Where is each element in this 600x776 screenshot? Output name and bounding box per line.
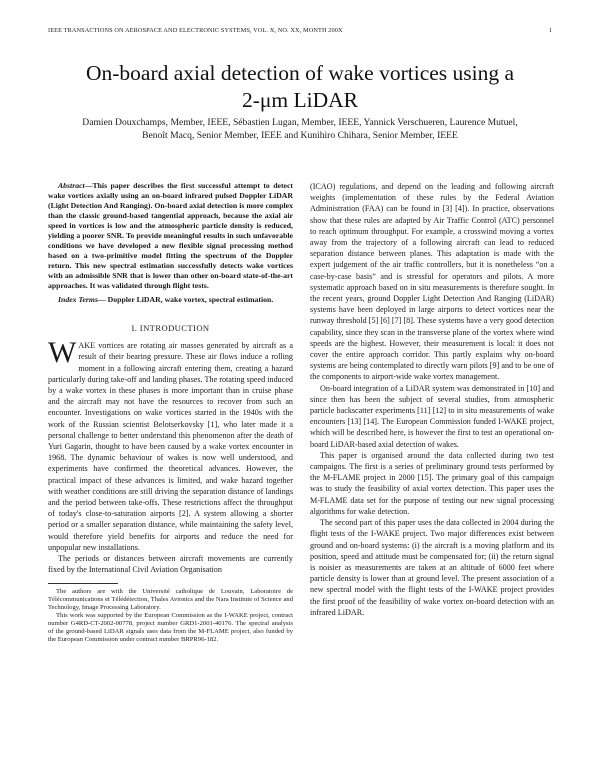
right-paragraph-2: On-board integration of a LiDAR system was demonstrated in [10] and since then has been the subject of several studies, from atmospheric particle backscatter experiments [11] [12] to in situ measurements of wake encounters [13] [14]. The European Commission funded I-WAKE project, which will be described here, is however the first to test an operational on-board LiDAR-based axial detection of wakes. xyxy=(310,383,554,449)
author-list xyxy=(40,117,560,142)
authors-line-1: Damien Douxchamps, Member, IEEE, Sébastien Lugan, Member, IEEE, Yannick Verschueren, Laurence Mutuel, xyxy=(82,117,518,128)
intro-paragraph-1 xyxy=(48,336,293,553)
intro-paragraph-2: The periods or distances between aircraft movements are currently fixed by the International Civil Aviation Organisation xyxy=(48,554,293,575)
right-paragraph-1: (ICAO) regulations, and depend on the leading and following aircraft weights (implementation of these rules by the Federal Aviation Administration (FAA) can be found in [3] [4]). In practice, observations show that these rules are adapted by Air Traffic Control (ATC) personnel to reach optimum throughput. For example, a crosswind moving a vortex away from the trajectory of a following aircraft can lead to reduced separation distance between planes. This adaptation is made with the expert judgement of the air traffic controllers, but it is nonetheless “on a case-by-case basis” and is stressful for operators and pilots. A more systematic approach based on in situ measurements is therefore sought. In the recent years, ground Doppler Light Detection And Ranging (LiDAR) systems have been deployed in large airports to detect vortices near the runway threshold [5] [6] [7] [8]. These systems have a very good detection capability, since they scan in the transverse plane of the vortex where wind speeds are the highest. However, their measurement is local: it does not cover the entire approach corridor. This partly explains why on-board systems are being contemplated to directly warn pilots [9] and to be one of the components to airport-wide wake vortex management. xyxy=(310,182,554,382)
index-terms-text: — Doppler LiDAR, wake vortex, spectral estimation. xyxy=(97,295,274,304)
section-heading-introduction: I. INTRODUCTION xyxy=(131,323,210,333)
footnote-affiliation: The authors are with the Université catholique de Louvain, Laboratoire de Télécommunications et Télédétection, Thales Avionics and the Nara Institute of Science and Technology, Image Processing Laboratory. xyxy=(48,588,293,612)
drop-cap: W xyxy=(48,336,77,370)
left-column xyxy=(48,181,293,644)
abstract-lead: Abstract xyxy=(58,181,85,190)
title-line-1: On-board axial detection of wake vortices using a xyxy=(85,61,515,85)
right-paragraph-3: This paper is organised around the data collected during two test campaigns. The first is a series of preliminary ground tests performed by the M-FLAME project in 2000 [15]. The primary goal of this campaign was to study the feasibility of axial vortex detection. This paper uses the M-FLAME data set for the purpose of testing our new signal processing algorithms for wake detection. xyxy=(310,450,554,516)
running-header xyxy=(48,27,552,37)
footnote-funding: This work was supported by the European Commission as the I-WAKE project, contract number G4RD-CT-2002-00778, project number GRD1-2001-40176. The spectral analysis of the ground-based LiDAR signals uses data from the M-FLAME project, also funded by the European Commission under contract number BRPR96-182. xyxy=(48,612,293,644)
right-paragraph-4: The second part of this paper uses the data collected in 2004 during the flight tests of the I-WAKE project. Two major differences exist between ground and on-board systems: (i) the aircraft is a moving platform and its position, speed and attitude must be compensated for; (ii) the return signal is noisier as measurements are taken at an altitude of 6000 feet where particle density is lower than at ground level. The present association of a new spectral model with the flight tests of the I-WAKE project provides the first proof of the feasibility of wake vortex on-board detection with an infrared LiDAR. xyxy=(310,518,554,617)
page-number: 1 xyxy=(548,27,552,34)
authors-line-2: Benoît Macq, Senior Member, IEEE and Kunihiro Chihara, Senior Member, IEEE xyxy=(142,129,458,141)
abstract xyxy=(48,181,293,291)
index-terms-lead: Index Terms xyxy=(58,295,98,304)
paper-title xyxy=(40,60,560,114)
intro-paragraph-1-text: AKE vortices are rotating air masses generated by aircraft as a result of their bearing pressure. These air flows induce a rolling moment in a following aircraft entering them, creating a hazard particularly during take-off and landing phases. The rotating speed induced by a wake vortex in these phases is more important than in cruise phase and the aircraft may not have the resources to recover from such an encounter. Investigations on wake vortices started in the 1940s with the work of the Russian scientist Belotserkovsky [1], who later made it a personal challenge to better understand this phenomenon after the death of Yuri Gagarin, thought to have been caused by a wake vortex encounter in 1968. The dynamic behaviour of wakes is now well understood, and experiments have confirmed the theoretical advances. However, the practical impact of these advances is limited, and wake hazard together with weather conditions are still driving the separation distance of landings and the period between take-offs. These restrictions affect the throughput of today's close-to-saturation airports [2]. A system allowing a shorter period or a smaller separation distance, while maintaining the safety level, would therefore yield benefits for airports and reduce the need for unpopular new installations. xyxy=(48,341,293,552)
abstract-text: —This paper describes the first successful attempt to detect wake vortices axially using an on-board infrared pulsed Doppler LiDAR (Light Detection And Ranging). On-board axial detection is more complex than the classic ground-based tangential approach, because the axial air speed in vortices is low and the atmospheric particle density is reduced, yielding a poorer SNR. To provide meaningful results in such unfavorable conditions we have developed a new flexible signal processing method based on a two-primitive model fitting the spectrum of the Doppler return. This new spectral estimation successfully detects wake vortices with an admissible SNR that is lower than other on-board state-of-the-art approaches. It was validated through flight tests. xyxy=(48,181,293,290)
right-column xyxy=(310,181,554,618)
journal-header: IEEE TRANSACTIONS ON AEROSPACE AND ELECTRONIC SYSTEMS, VOL. X, NO. XX, MONTH 200X xyxy=(48,27,343,34)
index-terms xyxy=(48,295,293,305)
title-line-2: 2-μm LiDAR xyxy=(241,88,359,112)
footnote-divider xyxy=(48,583,118,584)
